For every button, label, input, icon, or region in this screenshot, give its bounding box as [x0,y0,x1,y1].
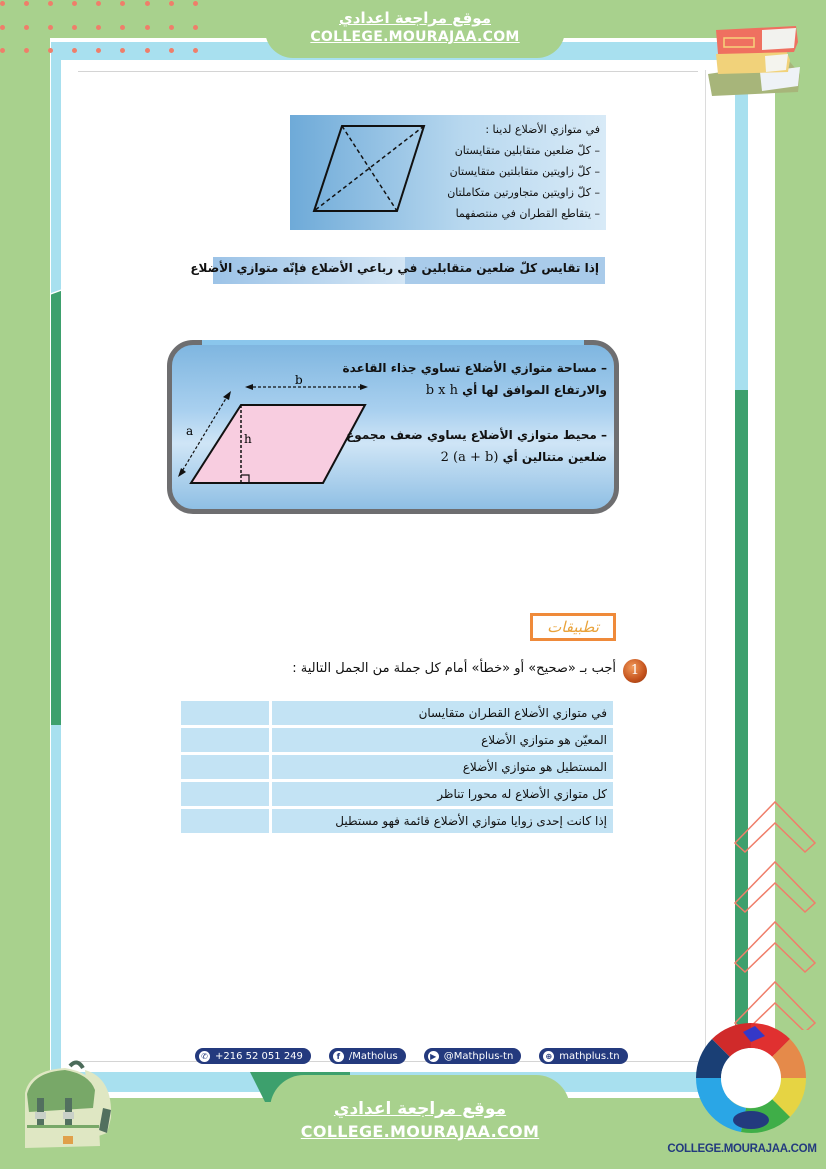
statement-cell: إذا كانت إحدى زوايا متوازي الأضلاع قائمة فهو مستطيل [272,809,613,833]
answer-cell[interactable] [181,782,269,806]
definition-band [190,257,605,284]
social-whatsapp[interactable] [195,1048,311,1064]
footer-site-url[interactable]: COLLEGE.MOURAJAA.COM [300,1122,540,1141]
question-text: أجب بـ «صحيح» أو «خطأ» أمام كل جملة من الجمل التالية : [292,661,616,676]
answer-cell[interactable] [181,701,269,725]
table-row [181,755,613,779]
label-h: h [244,432,252,446]
header-banner[interactable] [265,0,565,58]
social-youtube[interactable] [424,1048,522,1064]
statement-cell: كل متوازي الأضلاع له محورا تناظر [272,782,613,806]
table-row [181,782,613,806]
applications-heading: تطبيقات [530,613,616,641]
parallelogram-diagonals-figure [302,121,437,226]
header-site-name[interactable]: موقع مراجعة اعدادي [339,9,491,27]
table-row [181,809,613,833]
books-illustration [700,12,810,101]
definition-text: إذا تقايس كلّ ضلعين متقابلين في رباعي الأضلاع فإنّه متوازي الأضلاع [190,261,599,275]
true-false-table [181,701,613,836]
area-formula: b x h [425,383,458,398]
logo-text[interactable]: COLLEGE.MOURAJAA.COM [667,1143,817,1155]
footer-banner[interactable] [270,1075,570,1169]
footer-site-name[interactable]: موقع مراجعة اعدادي [333,1099,507,1119]
statement-cell: في متوازي الأضلاع القطران متقايسان [272,701,613,725]
label-a: a [186,424,194,438]
properties-title: في متوازي الأضلاع لدينا : [485,123,600,136]
social-links [195,1048,628,1064]
table-row [181,728,613,752]
answer-cell[interactable] [181,728,269,752]
page-top-line [78,71,698,72]
perimeter-rule-line2: ضلعين متتالين أي [502,450,607,464]
question-number-badge: 1 [623,659,647,683]
college-mourajaa-logo[interactable] [693,1020,813,1144]
social-label: @Mathplus-tn [443,1050,514,1062]
social-website[interactable] [539,1048,627,1064]
frame-accent-left [51,295,61,725]
property-item: – كلّ زاويتين متقابلتين متقايستان [449,165,600,178]
backpack-illustration [15,1058,115,1157]
formula-box [163,335,625,520]
chevron-up-decoration [733,790,818,1034]
social-label: mathplus.tn [559,1050,620,1062]
answer-cell[interactable] [181,755,269,779]
perimeter-rule-line1: – محيط متوازي الأضلاع يساوي ضعف مجموع [346,428,607,442]
property-item: – كلّ ضلعين متقابلين متقايستان [454,144,600,157]
properties-box [290,115,606,230]
page-right-line [705,70,706,1060]
answer-cell[interactable] [181,809,269,833]
social-label: /Matholus [348,1050,398,1062]
youtube-icon: ▶ [428,1051,439,1062]
table-row [181,701,613,725]
area-rule-line2: والارتفاع الموافق لها أي [462,383,607,397]
decorative-dots [0,0,200,60]
property-item: – يتقاطع القطران في منتصفهما [455,207,600,220]
header-site-url[interactable]: COLLEGE.MOURAJAA.COM [310,29,520,45]
facebook-icon: f [333,1051,344,1062]
area-rule-line1: – مساحة متوازي الأضلاع تساوي جذاء القاعدة [342,361,607,375]
globe-icon: ⊕ [543,1051,554,1062]
social-facebook[interactable] [329,1048,406,1064]
property-item: – كلّ زاويتين متجاورتين متكاملتان [447,186,600,199]
social-label: +216 52 051 249 [215,1050,303,1062]
statement-cell: المستطيل هو متوازي الأضلاع [272,755,613,779]
label-b: b [295,373,303,387]
perimeter-formula: 2 (a + b) [440,450,499,465]
whatsapp-icon: ✆ [199,1051,210,1062]
statement-cell: المعيّن هو متوازي الأضلاع [272,728,613,752]
